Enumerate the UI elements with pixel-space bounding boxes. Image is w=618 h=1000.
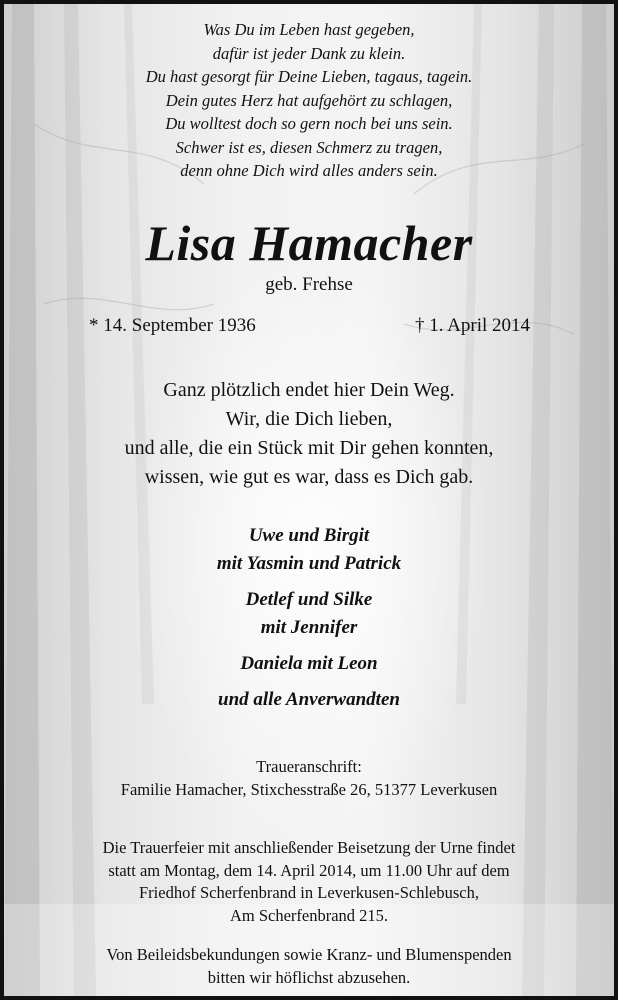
death-date: † 1. April 2014: [414, 315, 530, 336]
poem-line: dafür ist jeder Dank zu klein.: [212, 43, 406, 63]
poem-line: Dein gutes Herz hat aufgehört zu schlagen,: [165, 90, 453, 110]
note-line: bitten wir höflichst abzusehen.: [207, 967, 411, 987]
memorial-poem: [4, 18, 614, 183]
poem-line: denn ohne Dich wird alles anders sein.: [180, 161, 438, 180]
service-line: Am Scherfenbrand 215.: [229, 905, 389, 925]
funeral-service-info: [4, 837, 614, 927]
verse-line: Ganz plötzlich endet hier Dein Weg.: [163, 379, 455, 401]
address-label: Traueranschrift:: [256, 757, 362, 776]
mourner-line: Daniela mit Leon: [240, 653, 378, 674]
mourner-line: mit Jennifer: [260, 617, 358, 638]
verse-line: wissen, wie gut es war, dass es Dich gab.: [144, 466, 474, 488]
verse-line: Wir, die Dich lieben,: [225, 408, 393, 430]
mourner-group: [4, 686, 614, 714]
farewell-verse: [4, 376, 614, 492]
mourner-group: [4, 586, 614, 642]
service-line: statt am Montag, dem 14. April 2014, um 11.00 Uhr auf dem: [108, 860, 510, 880]
poem-line: Was Du im Leben hast gegeben,: [203, 20, 415, 39]
poem-line: Du hast gesorgt für Deine Lieben, tagaus, tagein.: [145, 67, 473, 86]
poem-line: Du wolltest doch so gern noch bei uns sein.: [165, 114, 453, 133]
service-line: Die Trauerfeier mit anschließender Beisetzung der Urne findet: [102, 838, 516, 857]
mourner-line: und alle Anverwandten: [218, 689, 400, 710]
address-line: Familie Hamacher, Stixchesstraße 26, 51377 Leverkusen: [120, 780, 498, 799]
mourner-line: mit Yasmin und Patrick: [216, 553, 402, 574]
verse-line: und alle, die ein Stück mit Dir gehen konnten,: [124, 437, 494, 459]
poem-line: Schwer ist es, diesen Schmerz zu tragen,: [175, 137, 443, 157]
mourner-line: Uwe und Birgit: [248, 525, 370, 546]
mourner-line: Detlef und Silke: [245, 589, 373, 610]
mourning-address: [4, 755, 614, 801]
mourners-list: [4, 522, 614, 722]
birth-name: geb. Frehse: [265, 274, 353, 295]
note-line: Von Beileidsbekundungen sowie Kranz- und Blumenspenden: [106, 945, 512, 964]
service-line: Friedhof Scherfenbrand in Leverkusen-Schlebusch,: [139, 883, 479, 902]
birth-date: * 14. September 1936: [89, 315, 256, 336]
condolence-note: [4, 944, 614, 989]
deceased-name: Lisa Hamacher: [145, 215, 473, 271]
mourner-group: [4, 650, 614, 678]
mourner-group: [4, 522, 614, 578]
